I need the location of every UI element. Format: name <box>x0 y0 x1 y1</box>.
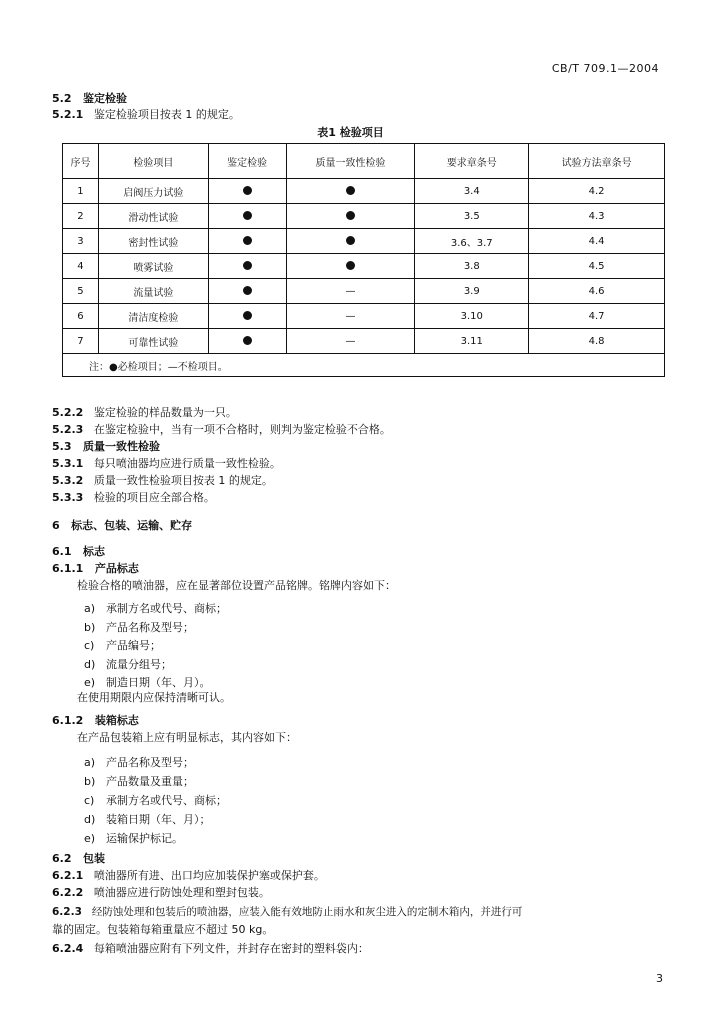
clause-text: 在鉴定检验中，当有一项不合格时，则判为鉴定检验不合格。 <box>93 423 391 436</box>
cell-req: 3.10 <box>415 304 529 329</box>
cell-no: 2 <box>63 204 99 229</box>
cell-method: 4.3 <box>529 204 665 229</box>
cell-no: 6 <box>63 304 99 329</box>
cell-quality: — <box>286 304 415 329</box>
required-dot-icon <box>243 186 252 195</box>
list-text: 承制方名或代号、商标； <box>106 602 227 615</box>
clause-5-3-2 <box>52 472 273 488</box>
section-number: 6.2 <box>52 852 72 865</box>
cell-method: 4.7 <box>529 304 665 329</box>
section-number: 6.1.1 <box>52 562 84 575</box>
list-text: 流量分组号； <box>106 657 172 671</box>
cell-quality <box>286 254 415 279</box>
clause-number: 6.2.3 <box>52 906 82 918</box>
clause-number: 6.2.2 <box>52 886 84 899</box>
clause-6-2-3-continued: 靠的固定。包装箱每箱重量应不超过 50 kg。 <box>52 923 274 936</box>
table-row <box>63 304 665 329</box>
page-number: 3 <box>656 972 663 985</box>
clause-number: 5.3.1 <box>52 457 84 470</box>
clause-number: 6.2.1 <box>52 869 84 882</box>
list-text: 制造日期（年、月）。 <box>106 676 211 689</box>
list-item <box>84 811 211 827</box>
section-6 <box>52 517 192 533</box>
paragraph-6-1-1-tail: 在使用期限内应保持清晰可认。 <box>77 691 231 704</box>
required-dot-icon <box>243 261 252 270</box>
list-label: b) <box>84 620 96 634</box>
list-label: e) <box>84 832 96 845</box>
section-title: 标志、包装、运输、贮存 <box>71 519 193 532</box>
table-row <box>63 329 665 354</box>
cell-type-test <box>208 229 286 254</box>
clause-6-2-3 <box>52 904 522 919</box>
table-note-row <box>63 354 665 377</box>
list-text: 产品编号； <box>106 639 161 652</box>
cell-req: 3.6、3.7 <box>415 229 529 254</box>
cell-quality: — <box>286 279 415 304</box>
cell-item: 滑动性试验 <box>98 204 208 229</box>
header-method: 试验方法章条号 <box>529 144 665 179</box>
cell-item: 可靠性试验 <box>98 329 208 354</box>
cell-req: 3.8 <box>415 254 529 279</box>
header-req: 要求章条号 <box>415 144 529 179</box>
clause-6-2-4 <box>52 940 369 956</box>
cell-no: 3 <box>63 229 99 254</box>
required-dot-icon <box>346 261 355 270</box>
list-text: 装箱日期（年、月）； <box>106 813 211 826</box>
required-dot-icon <box>243 286 252 295</box>
clause-text-line1: 经防蚀处理和包装后的喷油器，应装入能有效地防止雨水和灰尘进入的定制木箱内，并进行可 <box>91 906 523 918</box>
cell-type-test <box>208 179 286 204</box>
cell-method: 4.8 <box>529 329 665 354</box>
clause-5-2-3 <box>52 421 391 437</box>
clause-5-3-3 <box>52 489 215 505</box>
section-6-1-1 <box>52 560 139 576</box>
list-item <box>84 600 227 616</box>
required-dot-icon <box>243 336 252 345</box>
clause-5-2-1 <box>52 106 240 122</box>
cell-type-test <box>208 329 286 354</box>
list-item <box>84 656 172 672</box>
required-dot-icon <box>243 211 252 220</box>
clause-6-2-2 <box>52 884 270 900</box>
table-row <box>63 204 665 229</box>
clause-number: 5.3.2 <box>52 474 84 487</box>
cell-quality: — <box>286 329 415 354</box>
cell-type-test <box>208 304 286 329</box>
required-dot-icon <box>346 186 355 195</box>
list-item <box>84 637 161 653</box>
cell-quality <box>286 204 415 229</box>
list-text: 产品数量及重量； <box>106 775 194 788</box>
clause-number: 5.3.3 <box>52 491 84 504</box>
table-caption: 表1 检验项目 <box>317 126 384 139</box>
list-label: a) <box>84 602 96 615</box>
section-5-3 <box>52 438 160 454</box>
cell-item: 清洁度检验 <box>98 304 208 329</box>
cell-method: 4.6 <box>529 279 665 304</box>
list-text: 产品名称及型号； <box>106 620 194 634</box>
list-label: d) <box>84 813 96 826</box>
section-number: 6 <box>52 519 60 532</box>
clause-number: 5.2.1 <box>52 108 84 121</box>
header-type-test: 鉴定检验 <box>208 144 286 179</box>
page-header: CB/T 709.1—2004 <box>551 62 659 75</box>
paragraph-6-1-2-intro: 在产品包装箱上应有明显标志，其内容如下： <box>77 731 297 744</box>
cell-no: 7 <box>63 329 99 354</box>
table-note: 注：●必检项目；—不检项目。 <box>63 354 665 377</box>
list-text: 运输保护标记。 <box>106 832 183 845</box>
required-dot-icon <box>243 311 252 320</box>
list-label: c) <box>84 639 95 652</box>
clause-text: 鉴定检验项目按表 1 的规定。 <box>93 108 240 121</box>
section-6-2 <box>52 850 105 866</box>
table-row <box>63 254 665 279</box>
list-item <box>84 674 211 690</box>
header-item: 检验项目 <box>98 144 208 179</box>
table-header-row <box>63 144 665 179</box>
required-dot-icon <box>346 211 355 220</box>
clause-text: 质量一致性检验项目按表 1 的规定。 <box>93 474 273 487</box>
cell-no: 1 <box>63 179 99 204</box>
list-item <box>84 830 183 846</box>
clause-text: 每箱喷油器应附有下列文件，并封存在密封的塑料袋内： <box>93 942 369 955</box>
list-label: e) <box>84 676 96 689</box>
cell-req: 3.5 <box>415 204 529 229</box>
required-dot-icon <box>243 236 252 245</box>
clause-number: 6.2.4 <box>52 942 84 955</box>
section-6-1 <box>52 543 105 559</box>
list-text: 产品名称及型号； <box>106 756 194 769</box>
clause-text: 检验的项目应全部合格。 <box>93 491 215 504</box>
cell-no: 4 <box>63 254 99 279</box>
list-label: c) <box>84 794 95 807</box>
clause-6-2-1 <box>52 867 325 883</box>
list-item <box>84 754 194 770</box>
paragraph-6-1-1-intro: 检验合格的喷油器，应在显著部位设置产品铭牌。铭牌内容如下： <box>77 579 396 592</box>
list-label: d) <box>84 657 96 671</box>
section-title: 产品标志 <box>94 562 139 575</box>
cell-quality <box>286 179 415 204</box>
section-number: 6.1.2 <box>52 714 84 727</box>
list-item <box>84 619 194 635</box>
section-number: 6.1 <box>52 545 72 558</box>
table-row <box>63 179 665 204</box>
clause-text: 喷油器所有进、出口均应加装保护塞或保护套。 <box>93 869 325 882</box>
list-item <box>84 773 194 789</box>
cell-req: 3.9 <box>415 279 529 304</box>
list-label: a) <box>84 756 96 769</box>
cell-quality <box>286 229 415 254</box>
cell-method: 4.5 <box>529 254 665 279</box>
section-title: 质量一致性检验 <box>83 440 160 453</box>
list-item <box>84 792 227 808</box>
header-quality: 质量一致性检验 <box>286 144 415 179</box>
clause-number: 5.2.2 <box>52 406 84 419</box>
cell-method: 4.4 <box>529 229 665 254</box>
cell-req: 3.4 <box>415 179 529 204</box>
clause-text: 每只喷油器均应进行质量一致性检验。 <box>93 457 281 470</box>
section-title: 标志 <box>83 545 105 558</box>
list-label: b) <box>84 775 96 788</box>
table-row <box>63 279 665 304</box>
section-title: 装箱标志 <box>94 714 139 727</box>
clause-text: 喷油器应进行防蚀处理和塑封包装。 <box>93 886 270 899</box>
cell-no: 5 <box>63 279 99 304</box>
cell-item: 喷雾试验 <box>98 254 208 279</box>
section-title: 包装 <box>83 852 105 865</box>
inspection-table <box>62 143 665 377</box>
header-no: 序号 <box>63 144 99 179</box>
section-number: 5.2 <box>52 92 72 105</box>
clause-number: 5.2.3 <box>52 423 84 436</box>
cell-type-test <box>208 279 286 304</box>
cell-type-test <box>208 204 286 229</box>
table-row <box>63 229 665 254</box>
clause-5-2-2 <box>52 404 237 420</box>
section-5-2 <box>52 90 127 106</box>
clause-5-3-1 <box>52 455 281 471</box>
cell-req: 3.11 <box>415 329 529 354</box>
cell-method: 4.2 <box>529 179 665 204</box>
section-number: 5.3 <box>52 440 72 453</box>
cell-item: 流量试验 <box>98 279 208 304</box>
section-title: 鉴定检验 <box>83 92 127 105</box>
section-6-1-2 <box>52 712 139 728</box>
clause-text: 鉴定检验的样品数量为一只。 <box>93 406 237 419</box>
list-text: 承制方名或代号、商标； <box>106 794 227 807</box>
required-dot-icon <box>346 236 355 245</box>
cell-item: 密封性试验 <box>98 229 208 254</box>
cell-item: 启阀压力试验 <box>98 179 208 204</box>
cell-type-test <box>208 254 286 279</box>
